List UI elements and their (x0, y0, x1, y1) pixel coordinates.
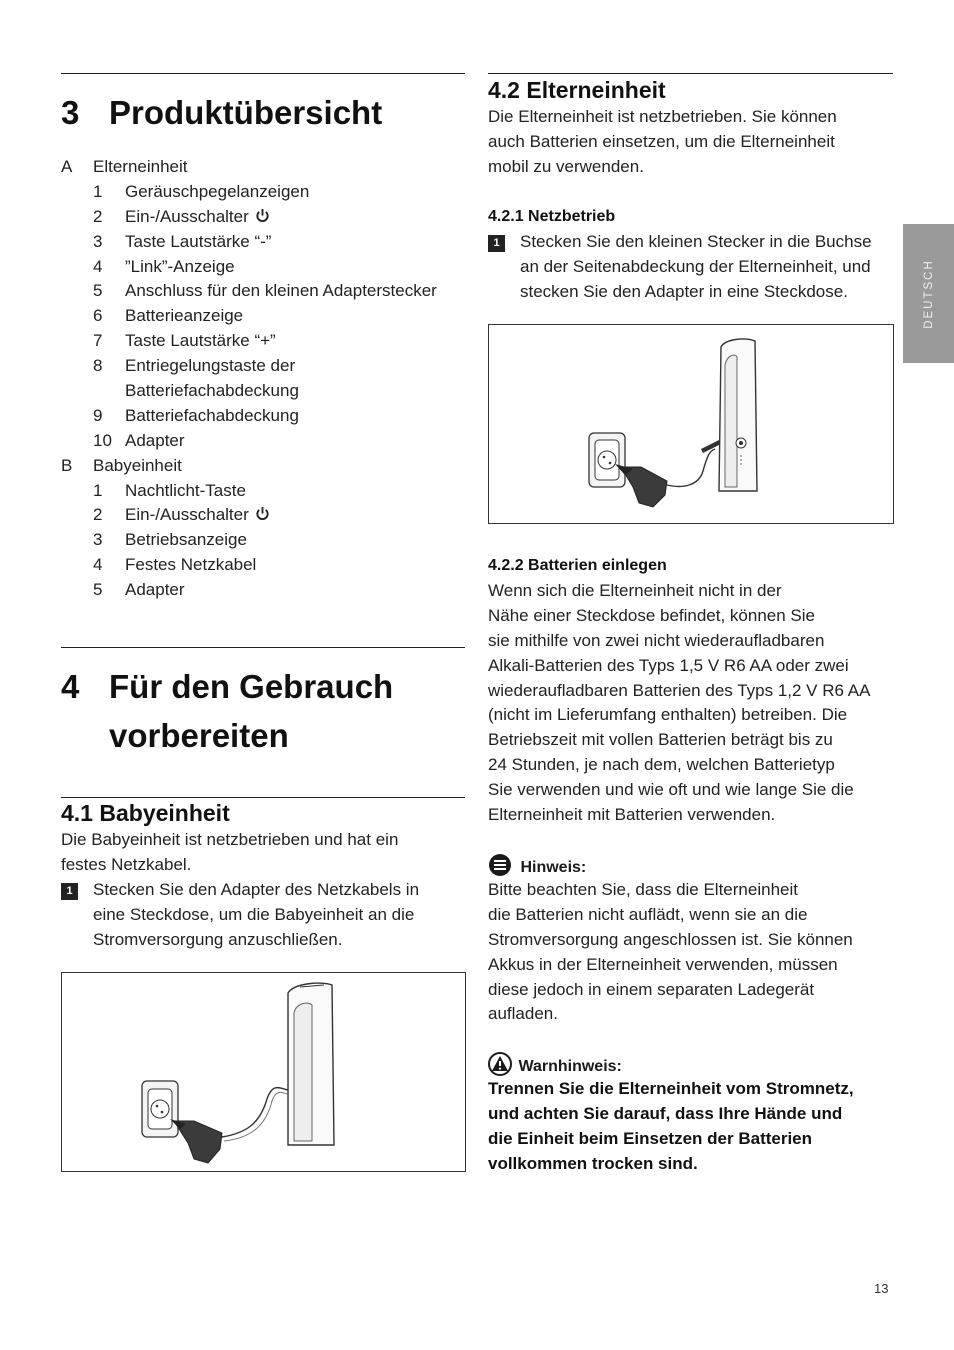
warning-body: Trennen Sie die Elterneinheit vom Stromnetz, und achten Sie darauf, dass Ihre Hände und die Einheit beim Einsetzen der Batterien vollkommen trocken sind. (488, 1079, 854, 1173)
step-number-badge: 1 (61, 883, 78, 900)
note-label: Hinweis: (520, 859, 587, 876)
power-icon (255, 506, 270, 521)
heading-sec4-line1: Für den Gebrauch (109, 668, 394, 705)
heading-sec41: 4.1 Babyeinheit (61, 800, 230, 826)
warning-heading (488, 1052, 622, 1076)
page-number: 13 (874, 1281, 889, 1296)
adapter-icon (170, 1088, 304, 1163)
rule-sec41 (61, 797, 465, 798)
list-item: 3 Betriebsanzeige (93, 530, 247, 550)
list-item: 5 Adapter (93, 580, 185, 600)
heading-sec42: 4.2 Elterneinheit (488, 77, 666, 103)
note-heading (488, 853, 586, 877)
heading-sec4 (61, 662, 465, 760)
list-item: 1 Nachtlicht-Taste (93, 480, 246, 500)
sec41-step: Stecken Sie den Adapter des Netzkabels in eine Steckdose, um die Babyeinheit an die Stromversorgung anzuschließen. (93, 880, 420, 949)
sec421-step: Stecken Sie den kleinen Stecker in die Buchse an der Seitenabdeckung der Elterneinheit, und stecken Sie den Adapter in eine Steckdose. (520, 232, 872, 301)
baby-unit-icon (288, 983, 334, 1145)
list-item: 6 Batterieanzeige (93, 306, 244, 326)
heading-sec4-line2: vorbereiten (109, 717, 289, 754)
product-overview-list (61, 155, 465, 603)
list-item: 2 Ein-/Ausschalter (61, 503, 465, 528)
rule-sec42 (488, 73, 893, 74)
list-item: 4 ”Link”-Anzeige (93, 256, 235, 276)
parent-unit-icon (719, 339, 757, 491)
list-item: 4 Festes Netzkabel (93, 555, 257, 575)
heading-sec3 (61, 88, 465, 137)
list-item: 3 Taste Lautstärke “-” (93, 231, 272, 251)
list-item: 10 Adapter (93, 430, 185, 450)
rule-sec4 (61, 647, 465, 648)
list-item: 5 Anschluss für den kleinen Adapterstecker (93, 281, 437, 301)
sec41-intro: Die Babyeinheit ist netzbetrieben und hat ein festes Netzkabel. (61, 830, 399, 874)
note-body: Bitte beachten Sie, dass die Elterneinheit die Batterien nicht auflädt, wenn sie an die Stromversorgung angeschlossen ist. Sie können Akkus in der Elterneinheit verwenden, müssen diese jedoch in einem separaten Ladegerät aufladen. (488, 880, 853, 1024)
heading-sec3-number: 3 (61, 94, 80, 131)
warning-label: Warnhinweis: (518, 1058, 622, 1075)
heading-sec421: 4.2.1 Netzbetrieb (488, 208, 616, 225)
wall-socket-icon (142, 1081, 178, 1137)
language-tab-label: DEUTSCH (922, 258, 935, 329)
language-tab (903, 224, 954, 363)
list-item: 7 Taste Lautstärke “+” (93, 331, 276, 351)
list-item: 1 Geräuschpegelanzeigen (93, 181, 310, 201)
heading-sec422: 4.2.2 Batterien einlegen (488, 557, 667, 574)
list-item: 9 Batteriefachabdeckung (93, 405, 299, 425)
parent-unit-illustration (488, 324, 894, 524)
sec422-body: Wenn sich die Elterneinheit nicht in der Nähe einer Steckdose befindet, können Sie sie mithilfe von zwei nicht wiederaufladbaren Alkali-Batterien des Typs 1,5 V R6 AA oder zwei wiederaufladbaren Batterien des Typs 1,2 V R6 AA (nicht im Lieferumfang enthalten) betreiben. Die Betriebszeit mit vollen Batterien beträgt bis zu 24 Stunden, je nach dem, welchen Batterietyp Sie verwenden und wie oft und wie lange Sie die Elterneinheit mit Batterien verwenden. (488, 581, 871, 825)
heading-sec4-number: 4 (61, 668, 80, 705)
sec42-intro: Die Elterneinheit ist netzbetrieben. Sie können auch Batterien einsetzen, um die Elterneinheit mobil zu verwenden. (488, 107, 837, 176)
group-a: A Elterneinheit (61, 157, 188, 176)
warning-icon (488, 1052, 512, 1076)
list-item: 8 Entriegelungstaste der (93, 356, 296, 376)
heading-sec3-title: Produktübersicht (109, 94, 383, 131)
power-icon (255, 208, 270, 223)
list-item-continuation: Batteriefachabdeckung (125, 381, 299, 401)
list-item: 2 Ein-/Ausschalter (61, 205, 465, 230)
wall-socket-icon (589, 433, 625, 487)
baby-unit-illustration (61, 972, 466, 1172)
step-number-badge: 1 (488, 235, 505, 252)
note-icon (488, 853, 512, 877)
adapter-icon (615, 437, 727, 507)
group-b: B Babyeinheit (61, 455, 182, 475)
rule-sec3 (61, 73, 465, 74)
